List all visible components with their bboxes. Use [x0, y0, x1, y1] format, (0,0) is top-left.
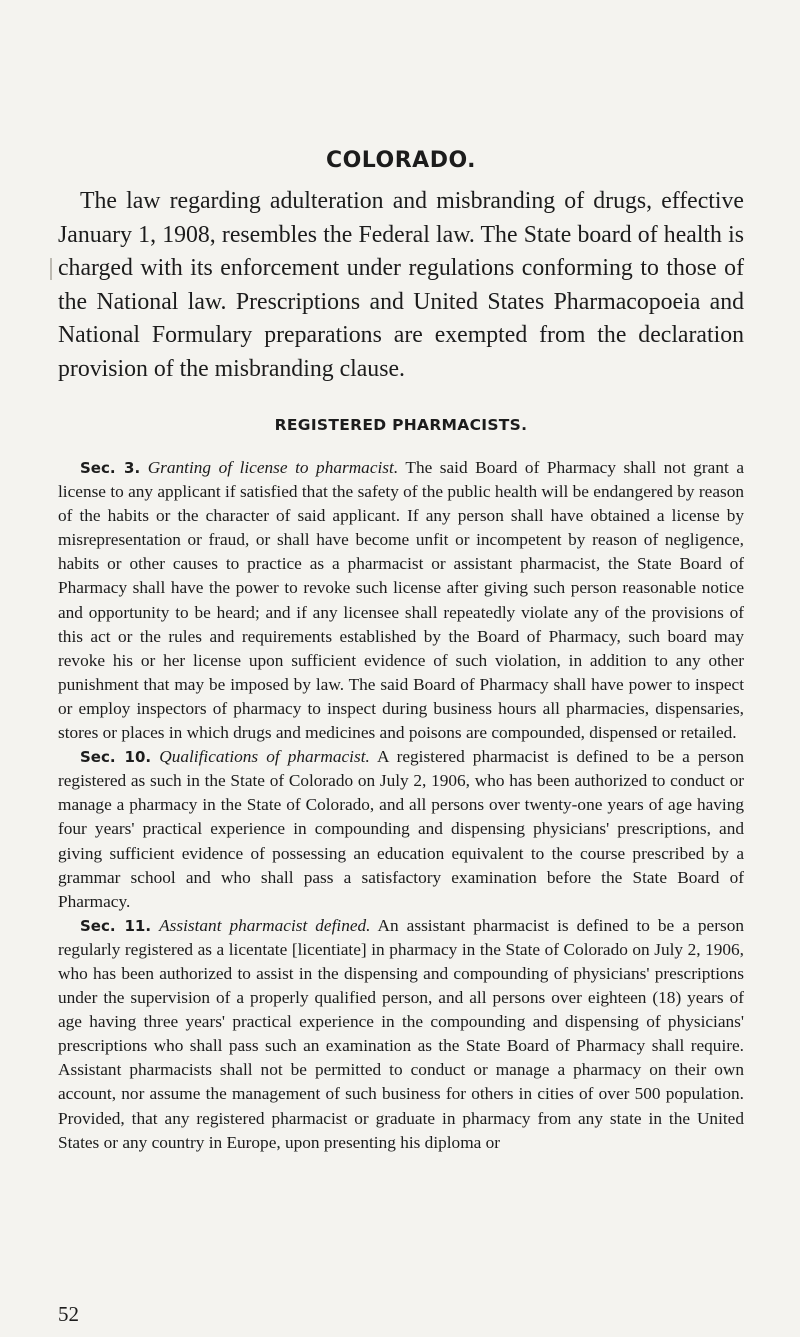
section-heading: Granting of license to pharmacist. [147, 458, 399, 477]
section-10 [58, 745, 744, 914]
section-text: A registered pharmacist is defined to be a person registered as such in the State of Colorado on July 2, 1906, who has been authorized to conduct or manage a pharmacy in the State of Colorado, and all persons over twenty-one years of age having four years' practical experience in compounding and dispensing physicians' prescriptions, and giving sufficient evidence of possessing an education equivalent to the course prescribed by a grammar school and who shall pass a satisfactory examination before the State Board of Pharmacy. [58, 747, 744, 911]
intro-paragraph: The law regarding adulteration and misbranding of drugs, effective January 1, 1908, resembles the Federal law. The State board of health is charged with its enforcement under regulations conforming to those of the National law. Prescriptions and United States Pharmacopoeia and National Formulary preparations are exempted from the declaration provision of the misbranding clause. [58, 188, 744, 382]
page-fold-mark [50, 258, 52, 280]
section-number: Sec. 11. [80, 916, 152, 935]
state-title: COLORADO. [325, 148, 477, 173]
section-text: The said Board of Pharmacy shall not grant a license to any applicant if satisfied that the safety of the public health will be endangered by reason of the habits or the character of said applicant. If any person shall have obtained a license by misrepresentation or fraud, or shall have become unfit or incompetent by reason of negligence, habits or other causes to practice as a pharmacist or assistant pharmacist, the State Board of Pharmacy shall have the power to revoke such license after giving such person reasonable notice and opportunity to be heard; and if any licensee shall repeatedly violate any of the provisions of this act or the rules and requirements established by the Board of Pharmacy, such board may revoke his or her license upon sufficient evidence of such violation, in addition to any other punishment that may be imposed by law. The said Board of Pharmacy shall have power to inspect or employ inspectors of pharmacy to inspect during business hours all pharmacies, dispensaries, stores or places in which drugs and medicines and poisons are compounded, dispensed or retailed. [58, 458, 744, 743]
section-11 [58, 914, 744, 1155]
section-heading: Qualifications of pharmacist. [159, 747, 370, 767]
statute-sections [58, 456, 744, 1155]
section-title: REGISTERED PHARMACISTS. [274, 416, 528, 434]
section-3 [58, 456, 744, 745]
section-number: Sec. 10. [80, 748, 152, 767]
section-heading: Assistant pharmacist defined. [159, 915, 371, 935]
section-text: An assistant pharmacist is defined to be a person regularly registered as a licentate [licentiate] in pharmacy in the State of Colorado on July 2, 1906, who has been authorized to assist in the dispensing and compounding of physicians' prescriptions under the supervision of a properly qualified person, and all persons over eighteen (18) years of age having three years' practical experience in the compounding and dispensing of physicians' prescriptions who shall pass such an examination as the State Board of Pharmacy shall require. Assistant pharmacists shall not be permitted to conduct or manage a pharmacy on their own account, nor assume the management of such business for others in cities of over 500 population. Provided, that any registered pharmacist or graduate in pharmacy from any state in the United States or any country in Europe, upon presenting his diploma or [58, 915, 744, 1152]
page-number: 52 [58, 1302, 79, 1326]
section-number: Sec. 3. [80, 459, 141, 477]
